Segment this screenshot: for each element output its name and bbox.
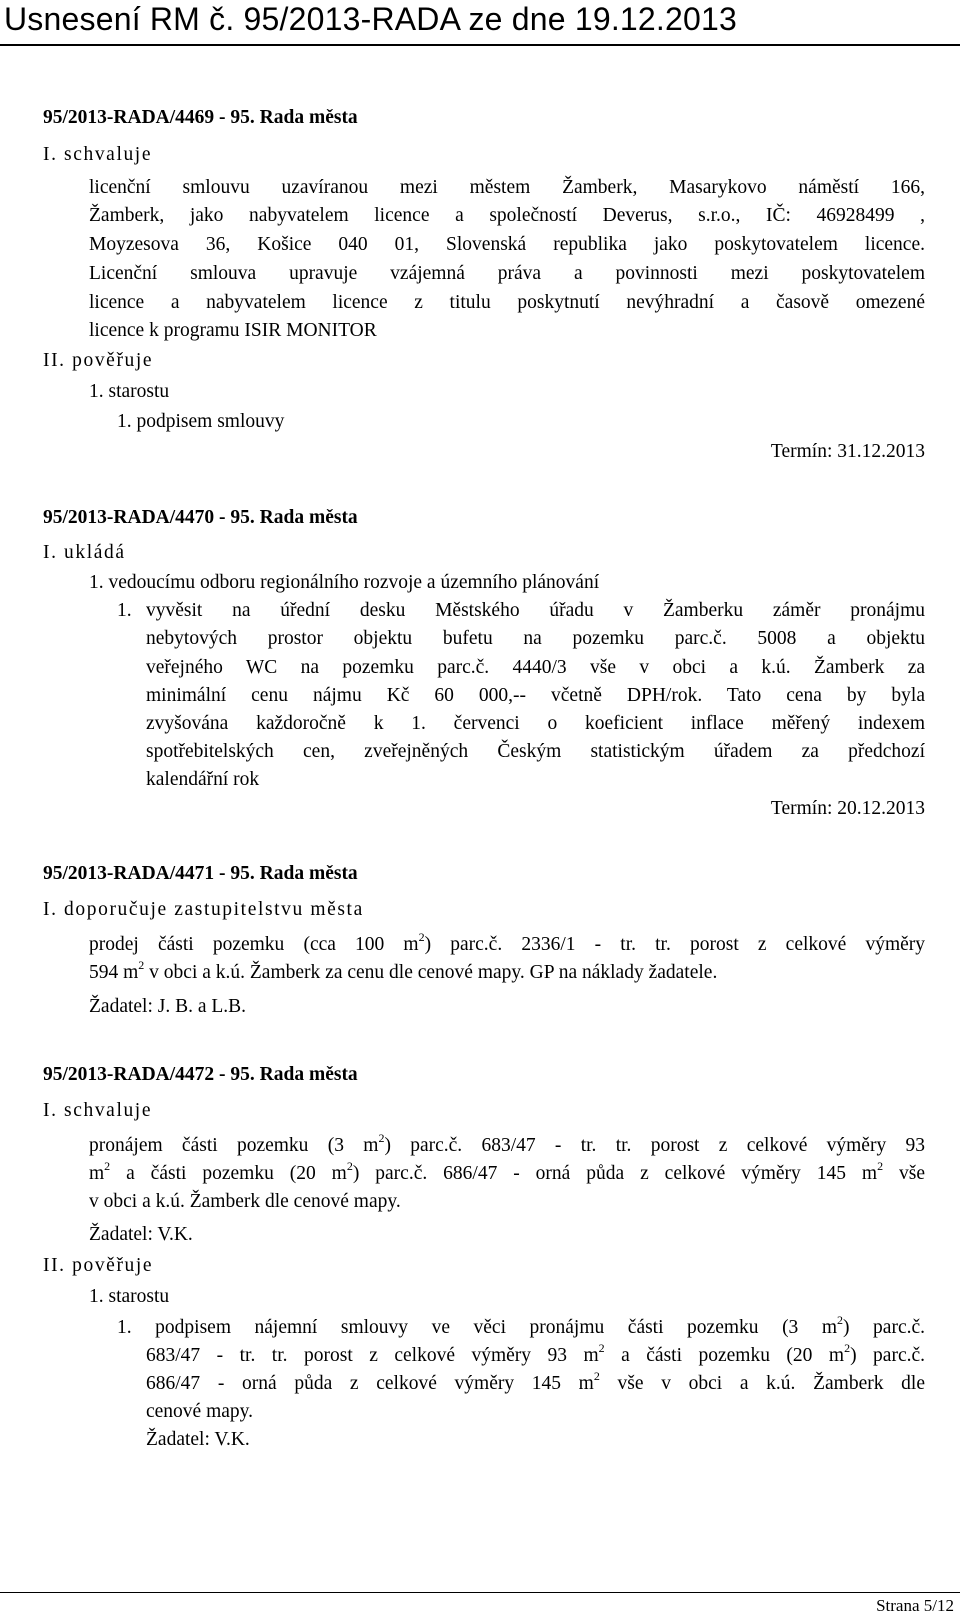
superscript: 2	[844, 1341, 851, 1355]
resolution-4471-text-line	[89, 930, 926, 957]
resolution-4472-task-line	[146, 1369, 925, 1396]
text-run: v obci a k.ú. Žamberk za cenu dle cenové mapy. GP na náklady žadatele.	[144, 962, 718, 983]
resolution-4472-text-line: v obci a k.ú. Žamberk dle cenové mapy.	[89, 1191, 401, 1212]
resolution-4470-task-line: nebytových prostor objektu bufetu na pozemku parc.č. 5008 a objektu	[146, 628, 925, 649]
resolution-4471-heading: 95/2013-RADA/4471 - 95. Rada města	[43, 863, 358, 884]
footer-divider	[0, 1592, 960, 1593]
text-run: ) parc.č.	[850, 1345, 926, 1366]
resolution-4470-heading: 95/2013-RADA/4470 - 95. Rada města	[43, 507, 358, 528]
resolution-4472-task-line	[146, 1341, 926, 1368]
resolution-4470-verb-imposes: I. ukládá	[43, 542, 126, 563]
superscript: 2	[378, 1131, 385, 1145]
resolution-4469-text-line: licence k programu ISIR MONITOR	[89, 320, 377, 341]
text-run: ) parc.č.	[843, 1317, 926, 1338]
resolution-4472-verb-authorizes: II. pověřuje	[43, 1255, 154, 1276]
resolution-4470-task-number: 1.	[117, 600, 132, 621]
superscript: 2	[138, 958, 145, 972]
text-run: 686/47 - orná půda z celkové výměry 145 m	[146, 1373, 594, 1394]
resolution-4470-task-line: vyvěsit na úřední desku Městského úřadu v Žamberku záměr pronájmu	[146, 600, 925, 621]
resolution-4469-text-line: Žamberk, jako nabyvatelem licence a společností Deverus, s.r.o., IČ: 46928499 ,	[89, 205, 925, 226]
resolution-4469-verb-approves: I. schvaluje	[43, 144, 153, 165]
resolution-4470-deadline: Termín: 20.12.2013	[770, 798, 925, 819]
resolution-4472-applicant: Žadatel: V.K.	[146, 1429, 250, 1450]
resolution-4472-applicant: Žadatel: V.K.	[89, 1224, 193, 1245]
resolution-4469-text-line: licenční smlouvu uzavíranou mezi městem Žamberk, Masarykovo náměstí 166,	[89, 177, 925, 198]
resolution-4472-text-line	[89, 1131, 926, 1158]
text-run: m	[89, 1163, 105, 1184]
header-divider	[0, 44, 960, 46]
resolution-4471-text-line	[89, 958, 718, 985]
resolution-4472-verb-approves: I. schvaluje	[43, 1100, 153, 1121]
resolution-4470-task-line: minimální cenu nájmu Kč 60 000,-- včetně DPH/rok. Tato cena by byla	[146, 685, 925, 706]
superscript: 2	[598, 1341, 605, 1355]
resolution-4469-deadline: Termín: 31.12.2013	[770, 441, 925, 462]
text-run: a části pozemku (20 m	[110, 1163, 347, 1184]
resolution-4472-responsible: 1. starostu	[89, 1286, 170, 1307]
resolution-4472-text-line	[89, 1159, 925, 1186]
superscript: 2	[593, 1369, 600, 1383]
resolution-4470-task-line: zvyšována každoročně k 1. červenci o koeficient inflace měřený indexem	[146, 713, 925, 734]
resolution-4469-text-line: licence a nabyvatelem licence z titulu poskytnutí nevýhradní a časově omezené	[89, 292, 925, 313]
resolution-4470-responsible: 1. vedoucímu odboru regionálního rozvoje a územního plánování	[89, 572, 600, 593]
text-run: ) parc.č. 683/47 - tr. tr. porost z celkové výměry 93	[384, 1135, 926, 1156]
text-run: a části pozemku (20 m	[604, 1345, 845, 1366]
superscript: 2	[837, 1313, 844, 1327]
resolution-4469-heading: 95/2013-RADA/4469 - 95. Rada města	[43, 107, 358, 128]
text-run: 683/47 - tr. tr. porost z celkové výměry 93 m	[146, 1345, 599, 1366]
resolution-4470-task-line: kalendářní rok	[146, 769, 260, 790]
text-run: prodej části pozemku (cca 100 m	[89, 934, 419, 955]
text-run: vše	[883, 1163, 925, 1184]
resolution-4469-verb-authorizes: II. pověřuje	[43, 350, 154, 371]
resolution-4469-responsible: 1. starostu	[89, 381, 170, 402]
resolution-4472-heading: 95/2013-RADA/4472 - 95. Rada města	[43, 1064, 358, 1085]
superscript: 2	[346, 1159, 353, 1173]
superscript: 2	[418, 930, 425, 944]
text-run: 594 m	[89, 962, 139, 983]
resolution-4469-text-line: Licenční smlouva upravuje vzájemná práva a povinnosti mezi poskytovatelem	[89, 263, 925, 284]
resolution-4470-task-line: spotřebitelských cen, zveřejněných Českým statistickým úřadem za předchozí	[146, 741, 925, 762]
resolution-4470-task-line: veřejného WC na pozemku parc.č. 4440/3 vše v obci a k.ú. Žamberk za	[146, 657, 925, 678]
text-run: pronájem části pozemku (3 m	[89, 1135, 379, 1156]
resolution-4472-task-line	[117, 1313, 926, 1340]
resolution-4469-text-line: Moyzesova 36, Košice 040 01, Slovenská republika jako poskytovatelem licence.	[89, 234, 925, 255]
resolution-4471-applicant: Žadatel: J. B. a L.B.	[89, 996, 247, 1017]
superscript: 2	[104, 1159, 111, 1173]
resolution-4471-verb-recommends: I. doporučuje zastupitelstvu města	[43, 899, 364, 920]
text-run: ) parc.č. 686/47 - orná půda z celkové výměry 145 m	[352, 1163, 878, 1184]
resolution-4469-task: 1. podpisem smlouvy	[117, 411, 285, 432]
superscript: 2	[877, 1159, 884, 1173]
text-run: ) parc.č. 2336/1 - tr. tr. porost z celkové výměry	[424, 934, 926, 955]
text-run: 1. podpisem nájemní smlouvy ve věci pronájmu části pozemku (3 m	[117, 1317, 838, 1338]
resolution-4472-task-line: cenové mapy.	[146, 1401, 254, 1422]
page-number: Strana 5/12	[876, 1596, 954, 1615]
text-run: vše v obci a k.ú. Žamberk dle	[599, 1373, 925, 1394]
document-title: Usnesení RM č. 95/2013-RADA ze dne 19.12.2013	[4, 1, 737, 37]
